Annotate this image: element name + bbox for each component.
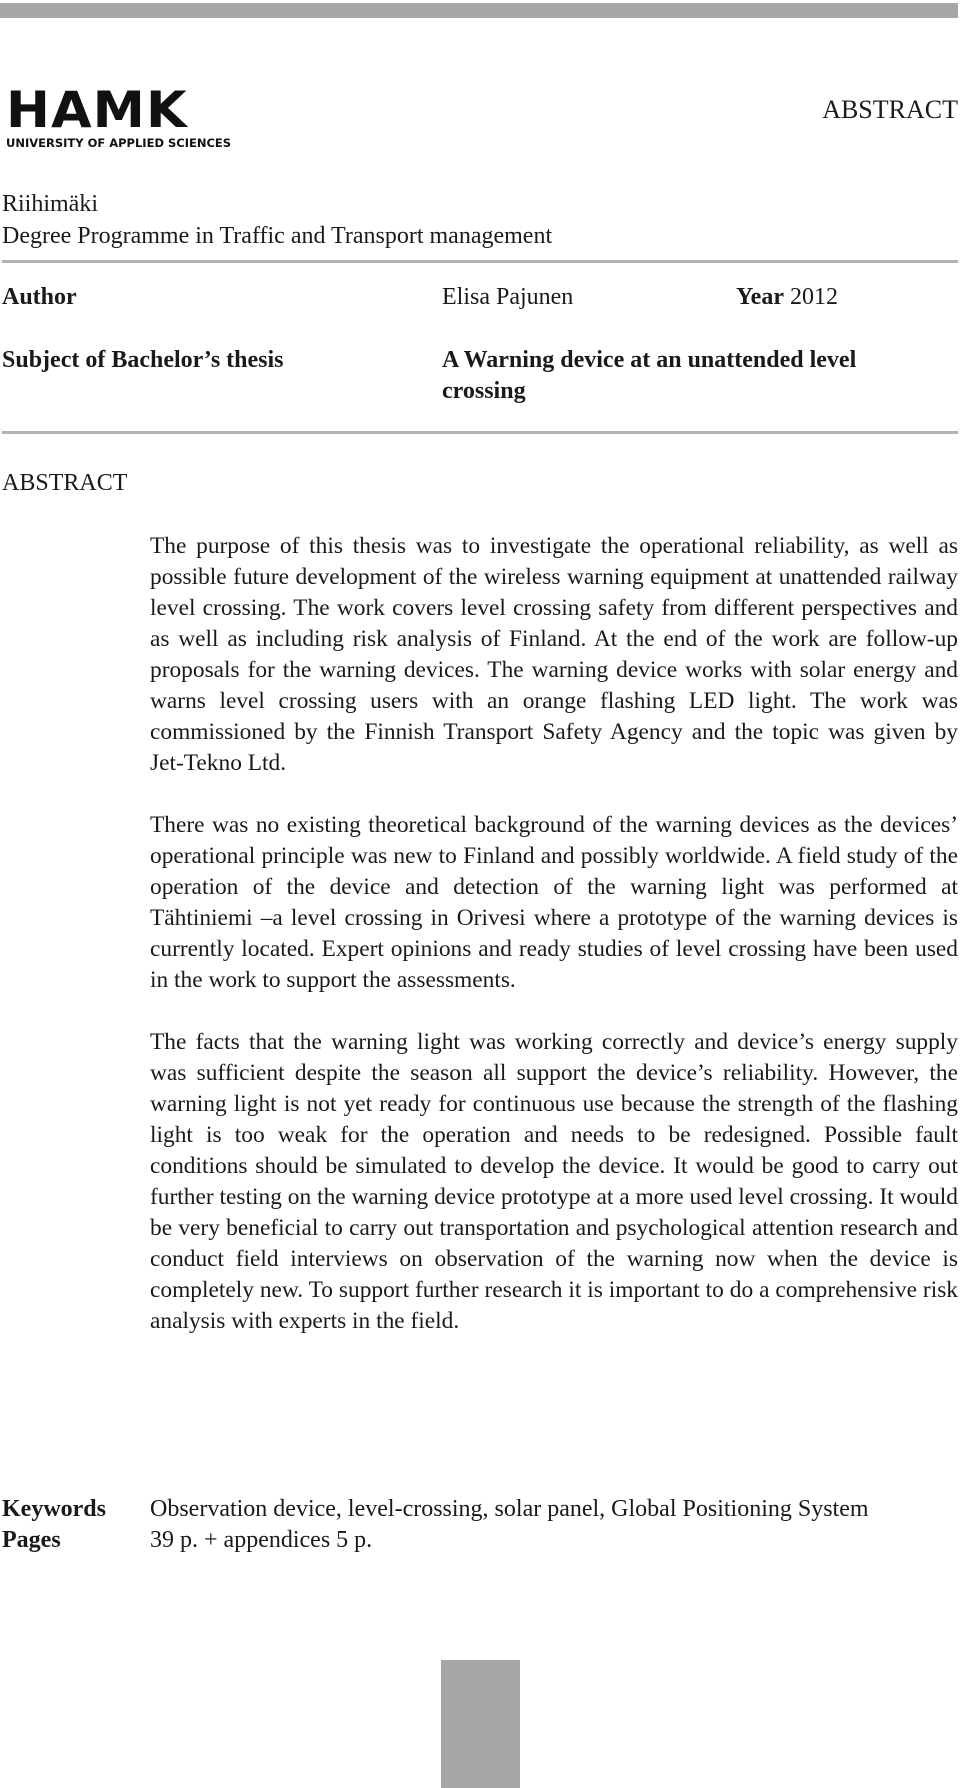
- year-label: Year: [736, 284, 784, 310]
- keywords-labels: [2, 1494, 106, 1556]
- logo-subtitle: UNIVERSITY OF APPLIED SCIENCES: [6, 136, 232, 150]
- top-decorative-bar: [0, 3, 958, 18]
- bottom-decorative-block: [441, 1660, 520, 1788]
- year-value: 2012: [789, 284, 838, 310]
- abstract-body: [150, 531, 958, 1337]
- abstract-heading: ABSTRACT: [2, 470, 128, 496]
- campus: Riihimäki: [2, 191, 98, 217]
- subject-label: Subject of Bachelor’s thesis: [2, 347, 284, 373]
- thesis-title: A Warning device at an unattended level crossing: [442, 347, 857, 404]
- degree-programme: Degree Programme in Traffic and Transport management: [2, 223, 553, 249]
- keywords-values: [150, 1494, 958, 1556]
- hamk-logo: [6, 90, 256, 154]
- author-name: Elisa Pajunen: [442, 284, 574, 310]
- divider-bottom: [2, 431, 958, 434]
- year-field: [736, 282, 838, 313]
- pages-value: 39 p. + appendices 5 p.: [150, 1527, 373, 1553]
- divider-top: [2, 260, 958, 263]
- abstract-paragraph-2: There was no existing theoretical background of the warning devices as the devices’ operational principle was new to Finland and possibly worldwide. A field study of the operation of the device and detection of the warning light was performed at Tähtiniemi –a level crossing in Orivesi where a prototype of the warning devices is currently located. Expert opinions and ready studies of level crossing have been used in the work to support the assessments.: [150, 812, 958, 993]
- header-abstract-label: ABSTRACT: [822, 95, 958, 124]
- abstract-paragraph-3: The facts that the warning light was working correctly and device’s energy supply was sufficient despite the season all support the device’s reliability. However, the warning light is not yet ready for continuous use because the strength of the flashing light is too weak for the operation and needs to be redesigned. Possible fault conditions should be simulated to develop the device. It would be good to carry out further testing on the warning device prototype at a more used level crossing. It would be very beneficial to carry out transportation and psychological attention research and conduct field interviews on observation of the warning now when the device is completely new. To support further research it is important to do a comprehensive risk analysis with experts in the field.: [150, 1029, 958, 1334]
- keywords-value: Observation device, level-crossing, solar panel, Global Positioning System: [150, 1496, 869, 1522]
- logo-wordmark: HAMK: [6, 90, 188, 132]
- author-label: Author: [2, 284, 77, 310]
- keywords-label: Keywords: [2, 1496, 106, 1522]
- abstract-paragraph-1: The purpose of this thesis was to investigate the operational reliability, as well as possible future development of the wireless warning equipment at unattended railway level crossing. The work covers level crossing safety from different perspectives and as well as including risk analysis of Finland. At the end of the work are follow-up proposals for the warning devices. The warning device works with solar energy and warns level crossing users with an orange flashing LED light. The work was commissioned by the Finnish Transport Safety Agency and the topic was given by Jet-Tekno Ltd.: [150, 533, 958, 776]
- pages-label: Pages: [2, 1527, 61, 1553]
